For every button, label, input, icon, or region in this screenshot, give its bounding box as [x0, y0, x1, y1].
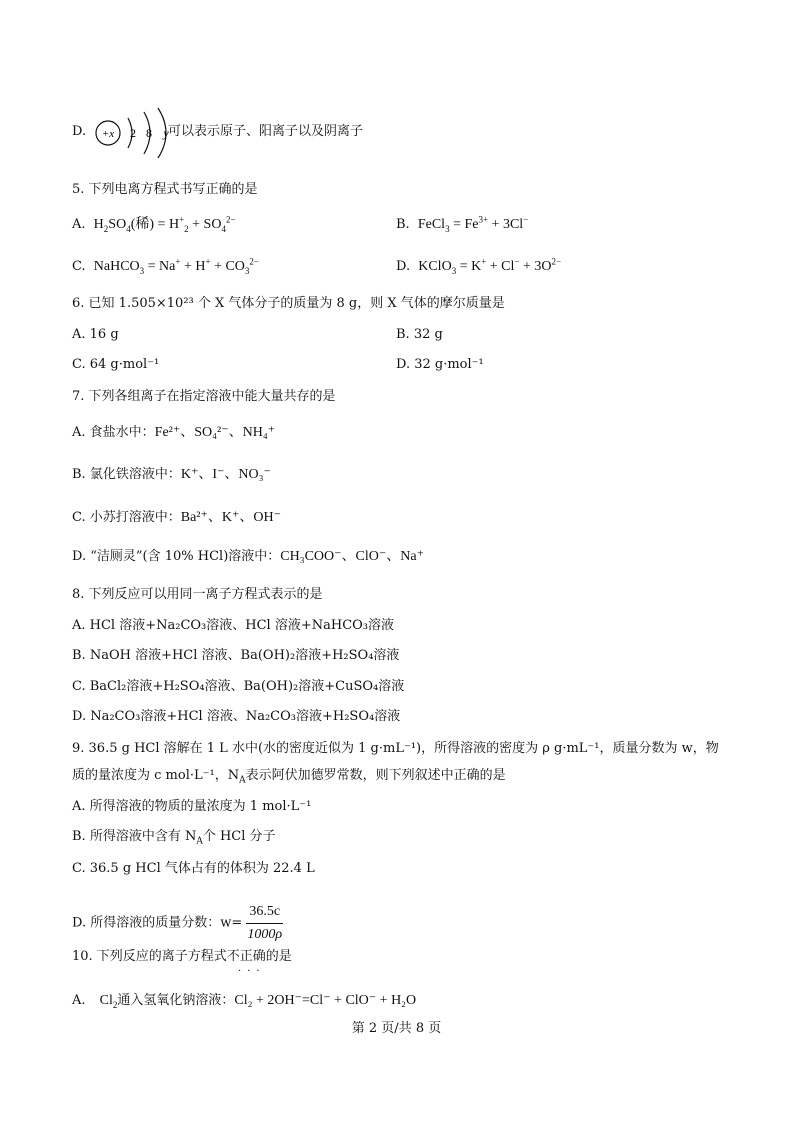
q7-b-ions: K⁺、I⁻、NO₃⁻ — [180, 467, 271, 482]
q5-option-d: D. KClO$_3$ = $K^+ + Cl^- + 3O^{2-}$ — [396, 256, 562, 276]
q5-b-cl: + 3Cl — [491, 217, 524, 232]
nucleus-charge: +x — [101, 128, 115, 140]
q4-option-d — [72, 124, 86, 140]
q9-stem-line2 — [72, 768, 506, 784]
q7-c-text: C. 小苏打溶液中： — [72, 510, 181, 525]
q7-d-ions: CH₃COO⁻、ClO⁻、Na⁺ — [280, 549, 424, 564]
q9-stem2-sub: A — [239, 775, 246, 786]
q5-stem: 5. 下列电离方程式书写正确的是 — [72, 182, 258, 197]
q5-d-label: D. — [396, 259, 411, 274]
q8-option-a: A. HCl 溶液+Na₂CO₃溶液、HCl 溶液+NaHCO₃溶液 — [72, 618, 395, 633]
shell-1-count: 2 — [130, 126, 136, 140]
q9-option-d — [72, 902, 283, 945]
q5-option-b: B. FeCl$_3$ = $Fe^{3+} + 3Cl^-$ — [396, 214, 529, 234]
q5-b-label: B. — [396, 217, 410, 232]
q5-b-eq: FeCl — [417, 217, 446, 232]
q10-emphasis-dots: ··· — [238, 966, 266, 977]
q5-option-c: C. NaHCO$_3$ = $Na^+ + H^+ + CO_3^{2-}$ — [72, 256, 259, 276]
q5-a-so4: + SO — [192, 217, 222, 232]
shell-2-count: 8 — [146, 126, 152, 140]
q5-d-o: + 3O — [522, 259, 552, 274]
q6-option-b: B. 32 g — [396, 327, 443, 342]
q9-b-sub: A — [196, 836, 203, 847]
q4-d-text: 可以表示原子、阳离子以及阴离子 — [168, 124, 364, 139]
q4-d-label: D. — [72, 124, 87, 139]
q8-stem: 8. 下列反应可以用同一离子方程式表示的是 — [72, 587, 323, 602]
q9-option-a: A. 所得溶液的物质的量浓度为 1 mol·L⁻¹ — [72, 799, 312, 814]
q5-a-label: A. — [72, 217, 86, 232]
q7-option-c — [72, 510, 281, 526]
page-footer: 第 2 页/共 8 页 — [351, 1021, 442, 1036]
q9-option-c: C. 36.5 g HCl 气体占有的体积为 22.4 L — [72, 861, 315, 876]
q7-option-d — [72, 549, 424, 565]
q7-a-text: A. 食盐水中： — [72, 425, 155, 440]
q9-d-denominator: 1000ρ — [247, 927, 283, 942]
q6-option-d: D. 32 g·mol⁻¹ — [396, 357, 484, 372]
q5-c-co3: + CO — [214, 259, 245, 274]
q5-c-eq: NaHCO — [93, 259, 140, 274]
q5-a-eq: = H — [157, 217, 180, 232]
q8-option-c: C. BaCl₂溶液+H₂SO₄溶液、Ba(OH)₂溶液+CuSO₄溶液 — [72, 679, 405, 694]
shell-3-count: y — [163, 126, 169, 140]
q6-stem: 6. 已知 1.505×10²³ 个 X 气体分子的质量为 8 g，则 X 气体的摩尔质量是 — [72, 296, 505, 311]
q5-a-h: H — [93, 217, 104, 232]
q10-a-label: A. — [72, 993, 86, 1008]
q7-option-b — [72, 467, 271, 483]
q5-option-a: A. $H_2SO_4$(稀) = $H^+_2 + SO_4^{2-}$ — [72, 214, 236, 234]
q5-d-rhs: = K — [459, 259, 482, 274]
q10-a-text: 通入氢氧化钠溶液： — [117, 993, 235, 1008]
q5-a-dilute: 稀 — [135, 217, 150, 232]
q9-b-tail: 个 HCl 分子 — [202, 829, 276, 844]
q10-a-eq: Cl₂ + 2OH⁻=Cl⁻ + ClO⁻ + H₂O — [234, 993, 417, 1008]
q10-stem: 10. 下列反应的离子方程式不正确的是 — [72, 949, 292, 964]
q5-d-eq: KClO — [418, 259, 452, 274]
q9-d-pre: D. 所得溶液的质量分数：w= — [72, 915, 243, 931]
q9-stem2-text: 质的量浓度为 c mol·L⁻¹，N — [72, 768, 240, 783]
q7-stem: 7. 下列各组离子在指定溶液中能大量共存的是 — [72, 389, 336, 404]
q9-b-pre: B. 所得溶液中含有 N — [72, 829, 197, 844]
q6-option-c: C. 64 g·mol⁻¹ — [72, 357, 160, 372]
q5-c-rhs: = Na — [147, 259, 176, 274]
q7-b-text: B. 氯化铁溶液中： — [72, 467, 181, 482]
q5-d-cl: + Cl — [489, 259, 515, 274]
q8-option-b: B. NaOH 溶液+HCl 溶液、Ba(OH)₂溶液+H₂SO₄溶液 — [72, 648, 400, 663]
q7-d-text: D. “洁厕灵”(含 10% HCl)溶液中： — [72, 549, 281, 564]
q10-option-a: A. $Cl_2$通入氢氧化钠溶液：Cl₂ + 2OH⁻=Cl⁻ + ClO⁻ + H₂O — [72, 993, 417, 1010]
q5-c-label: C. — [72, 259, 86, 274]
q9-option-b — [72, 829, 276, 845]
q7-c-ions: Ba²⁺、K⁺、OH⁻ — [180, 510, 281, 525]
q9-d-numerator: 36.5c — [246, 902, 283, 924]
q6-option-a: A. 16 g — [72, 327, 119, 342]
q5-b-rhs: = Fe — [453, 217, 479, 232]
q8-option-d: D. Na₂CO₃溶液+HCl 溶液、Na₂CO₃溶液+H₂SO₄溶液 — [72, 709, 401, 724]
q9-stem2-tail: 表示阿伏加德罗常数，则下列叙述中正确的是 — [245, 768, 506, 783]
q9-stem-line1: 9. 36.5 g HCl 溶解在 1 L 水中(水的密度近似为 1 g·mL⁻¹)，所得溶液的密度为 ρ g·mL⁻¹，质量分数为 w，物 — [72, 741, 719, 756]
q7-a-ions: Fe²⁺、SO₄²⁻、NH₄⁺ — [154, 425, 276, 440]
q5-c-h: + H — [183, 259, 206, 274]
q9-d-fraction — [246, 902, 283, 945]
q7-option-a — [72, 425, 275, 441]
